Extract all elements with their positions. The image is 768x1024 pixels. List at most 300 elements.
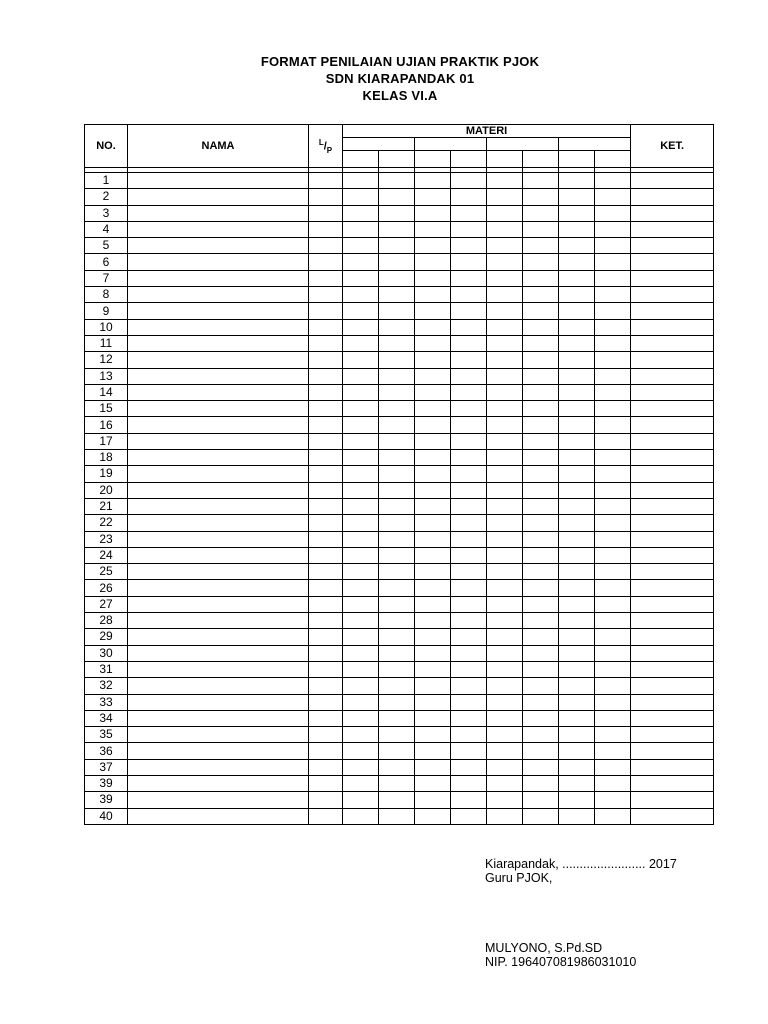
score-cell[interactable]: [487, 287, 523, 303]
score-cell[interactable]: [595, 303, 631, 319]
gender-cell[interactable]: [309, 498, 343, 514]
score-cell[interactable]: [451, 173, 487, 189]
score-cell[interactable]: [451, 564, 487, 580]
score-cell[interactable]: [451, 482, 487, 498]
score-cell[interactable]: [595, 808, 631, 824]
score-cell[interactable]: [595, 515, 631, 531]
score-cell[interactable]: [523, 792, 559, 808]
score-cell[interactable]: [451, 531, 487, 547]
score-cell[interactable]: [379, 645, 415, 661]
remarks-cell[interactable]: [631, 335, 714, 351]
remarks-cell[interactable]: [631, 319, 714, 335]
score-cell[interactable]: [415, 727, 451, 743]
score-cell[interactable]: [559, 417, 595, 433]
gender-cell[interactable]: [309, 808, 343, 824]
score-cell[interactable]: [415, 319, 451, 335]
score-cell[interactable]: [451, 238, 487, 254]
remarks-cell[interactable]: [631, 303, 714, 319]
score-cell[interactable]: [415, 678, 451, 694]
score-cell[interactable]: [415, 384, 451, 400]
score-cell[interactable]: [559, 238, 595, 254]
name-cell[interactable]: [128, 710, 309, 726]
score-cell[interactable]: [415, 254, 451, 270]
name-cell[interactable]: [128, 352, 309, 368]
score-cell[interactable]: [415, 466, 451, 482]
score-cell[interactable]: [595, 335, 631, 351]
score-cell[interactable]: [595, 498, 631, 514]
score-cell[interactable]: [379, 727, 415, 743]
score-cell[interactable]: [523, 645, 559, 661]
score-cell[interactable]: [523, 303, 559, 319]
score-cell[interactable]: [559, 580, 595, 596]
score-cell[interactable]: [595, 613, 631, 629]
score-cell[interactable]: [559, 335, 595, 351]
score-cell[interactable]: [415, 482, 451, 498]
score-cell[interactable]: [379, 466, 415, 482]
score-cell[interactable]: [451, 547, 487, 563]
gender-cell[interactable]: [309, 515, 343, 531]
remarks-cell[interactable]: [631, 580, 714, 596]
score-cell[interactable]: [523, 661, 559, 677]
remarks-cell[interactable]: [631, 287, 714, 303]
name-cell[interactable]: [128, 270, 309, 286]
remarks-cell[interactable]: [631, 727, 714, 743]
score-cell[interactable]: [559, 319, 595, 335]
score-cell[interactable]: [523, 531, 559, 547]
remarks-cell[interactable]: [631, 368, 714, 384]
gender-cell[interactable]: [309, 596, 343, 612]
score-cell[interactable]: [595, 482, 631, 498]
name-cell[interactable]: [128, 564, 309, 580]
score-cell[interactable]: [595, 270, 631, 286]
score-cell[interactable]: [451, 303, 487, 319]
score-cell[interactable]: [559, 352, 595, 368]
score-cell[interactable]: [487, 792, 523, 808]
score-cell[interactable]: [379, 319, 415, 335]
remarks-cell[interactable]: [631, 710, 714, 726]
score-cell[interactable]: [559, 547, 595, 563]
score-cell[interactable]: [451, 498, 487, 514]
score-cell[interactable]: [451, 433, 487, 449]
score-cell[interactable]: [487, 629, 523, 645]
score-cell[interactable]: [379, 287, 415, 303]
score-cell[interactable]: [343, 564, 379, 580]
score-cell[interactable]: [415, 417, 451, 433]
score-cell[interactable]: [559, 303, 595, 319]
score-cell[interactable]: [451, 613, 487, 629]
score-cell[interactable]: [343, 287, 379, 303]
score-cell[interactable]: [451, 319, 487, 335]
score-cell[interactable]: [523, 205, 559, 221]
name-cell[interactable]: [128, 221, 309, 237]
score-cell[interactable]: [523, 515, 559, 531]
score-cell[interactable]: [559, 629, 595, 645]
score-cell[interactable]: [559, 466, 595, 482]
name-cell[interactable]: [128, 287, 309, 303]
score-cell[interactable]: [415, 613, 451, 629]
score-cell[interactable]: [559, 270, 595, 286]
score-cell[interactable]: [415, 498, 451, 514]
score-cell[interactable]: [415, 189, 451, 205]
score-cell[interactable]: [343, 466, 379, 482]
score-cell[interactable]: [595, 254, 631, 270]
score-cell[interactable]: [487, 303, 523, 319]
score-cell[interactable]: [487, 531, 523, 547]
score-cell[interactable]: [379, 482, 415, 498]
score-cell[interactable]: [343, 808, 379, 824]
score-cell[interactable]: [415, 287, 451, 303]
score-cell[interactable]: [595, 433, 631, 449]
score-cell[interactable]: [379, 613, 415, 629]
score-cell[interactable]: [415, 629, 451, 645]
remarks-cell[interactable]: [631, 417, 714, 433]
score-cell[interactable]: [523, 238, 559, 254]
score-cell[interactable]: [343, 221, 379, 237]
score-cell[interactable]: [595, 645, 631, 661]
gender-cell[interactable]: [309, 189, 343, 205]
score-cell[interactable]: [343, 433, 379, 449]
score-cell[interactable]: [487, 727, 523, 743]
score-cell[interactable]: [559, 564, 595, 580]
score-cell[interactable]: [415, 335, 451, 351]
score-cell[interactable]: [343, 694, 379, 710]
score-cell[interactable]: [451, 368, 487, 384]
score-cell[interactable]: [487, 270, 523, 286]
score-cell[interactable]: [415, 238, 451, 254]
remarks-cell[interactable]: [631, 515, 714, 531]
gender-cell[interactable]: [309, 466, 343, 482]
score-cell[interactable]: [523, 743, 559, 759]
score-cell[interactable]: [415, 710, 451, 726]
remarks-cell[interactable]: [631, 433, 714, 449]
remarks-cell[interactable]: [631, 678, 714, 694]
score-cell[interactable]: [451, 221, 487, 237]
score-cell[interactable]: [523, 254, 559, 270]
gender-cell[interactable]: [309, 287, 343, 303]
score-cell[interactable]: [487, 547, 523, 563]
score-cell[interactable]: [487, 466, 523, 482]
score-cell[interactable]: [487, 580, 523, 596]
score-cell[interactable]: [451, 645, 487, 661]
score-cell[interactable]: [523, 401, 559, 417]
remarks-cell[interactable]: [631, 482, 714, 498]
score-cell[interactable]: [415, 352, 451, 368]
score-cell[interactable]: [379, 221, 415, 237]
name-cell[interactable]: [128, 384, 309, 400]
score-cell[interactable]: [487, 384, 523, 400]
gender-cell[interactable]: [309, 270, 343, 286]
score-cell[interactable]: [379, 743, 415, 759]
remarks-cell[interactable]: [631, 661, 714, 677]
score-cell[interactable]: [523, 417, 559, 433]
score-cell[interactable]: [487, 661, 523, 677]
score-cell[interactable]: [451, 254, 487, 270]
score-cell[interactable]: [343, 254, 379, 270]
score-cell[interactable]: [415, 743, 451, 759]
score-cell[interactable]: [487, 221, 523, 237]
score-cell[interactable]: [559, 759, 595, 775]
score-cell[interactable]: [451, 678, 487, 694]
score-cell[interactable]: [379, 433, 415, 449]
score-cell[interactable]: [523, 759, 559, 775]
remarks-cell[interactable]: [631, 596, 714, 612]
score-cell[interactable]: [523, 727, 559, 743]
gender-cell[interactable]: [309, 564, 343, 580]
score-cell[interactable]: [343, 173, 379, 189]
remarks-cell[interactable]: [631, 254, 714, 270]
score-cell[interactable]: [451, 466, 487, 482]
gender-cell[interactable]: [309, 238, 343, 254]
gender-cell[interactable]: [309, 547, 343, 563]
name-cell[interactable]: [128, 547, 309, 563]
gender-cell[interactable]: [309, 433, 343, 449]
remarks-cell[interactable]: [631, 808, 714, 824]
gender-cell[interactable]: [309, 319, 343, 335]
score-cell[interactable]: [343, 368, 379, 384]
gender-cell[interactable]: [309, 743, 343, 759]
score-cell[interactable]: [343, 417, 379, 433]
score-cell[interactable]: [451, 775, 487, 791]
name-cell[interactable]: [128, 515, 309, 531]
score-cell[interactable]: [451, 596, 487, 612]
score-cell[interactable]: [451, 335, 487, 351]
name-cell[interactable]: [128, 335, 309, 351]
score-cell[interactable]: [595, 173, 631, 189]
score-cell[interactable]: [451, 401, 487, 417]
score-cell[interactable]: [379, 384, 415, 400]
score-cell[interactable]: [559, 384, 595, 400]
score-cell[interactable]: [487, 743, 523, 759]
score-cell[interactable]: [415, 775, 451, 791]
score-cell[interactable]: [595, 547, 631, 563]
score-cell[interactable]: [523, 270, 559, 286]
score-cell[interactable]: [379, 173, 415, 189]
score-cell[interactable]: [487, 205, 523, 221]
name-cell[interactable]: [128, 580, 309, 596]
score-cell[interactable]: [415, 303, 451, 319]
name-cell[interactable]: [128, 205, 309, 221]
gender-cell[interactable]: [309, 775, 343, 791]
score-cell[interactable]: [415, 515, 451, 531]
name-cell[interactable]: [128, 319, 309, 335]
gender-cell[interactable]: [309, 254, 343, 270]
score-cell[interactable]: [523, 335, 559, 351]
score-cell[interactable]: [343, 727, 379, 743]
score-cell[interactable]: [487, 417, 523, 433]
remarks-cell[interactable]: [631, 694, 714, 710]
score-cell[interactable]: [451, 792, 487, 808]
score-cell[interactable]: [595, 564, 631, 580]
score-cell[interactable]: [559, 678, 595, 694]
gender-cell[interactable]: [309, 401, 343, 417]
score-cell[interactable]: [595, 759, 631, 775]
score-cell[interactable]: [487, 775, 523, 791]
score-cell[interactable]: [487, 596, 523, 612]
gender-cell[interactable]: [309, 482, 343, 498]
name-cell[interactable]: [128, 629, 309, 645]
score-cell[interactable]: [343, 775, 379, 791]
score-cell[interactable]: [379, 808, 415, 824]
score-cell[interactable]: [523, 450, 559, 466]
score-cell[interactable]: [487, 238, 523, 254]
name-cell[interactable]: [128, 238, 309, 254]
score-cell[interactable]: [487, 678, 523, 694]
score-cell[interactable]: [343, 613, 379, 629]
remarks-cell[interactable]: [631, 629, 714, 645]
score-cell[interactable]: [523, 808, 559, 824]
name-cell[interactable]: [128, 792, 309, 808]
score-cell[interactable]: [415, 759, 451, 775]
name-cell[interactable]: [128, 254, 309, 270]
score-cell[interactable]: [487, 564, 523, 580]
score-cell[interactable]: [559, 775, 595, 791]
score-cell[interactable]: [487, 319, 523, 335]
score-cell[interactable]: [523, 368, 559, 384]
remarks-cell[interactable]: [631, 645, 714, 661]
score-cell[interactable]: [487, 759, 523, 775]
gender-cell[interactable]: [309, 368, 343, 384]
score-cell[interactable]: [379, 270, 415, 286]
score-cell[interactable]: [595, 596, 631, 612]
score-cell[interactable]: [487, 368, 523, 384]
score-cell[interactable]: [379, 368, 415, 384]
score-cell[interactable]: [595, 287, 631, 303]
score-cell[interactable]: [451, 352, 487, 368]
score-cell[interactable]: [379, 694, 415, 710]
score-cell[interactable]: [415, 205, 451, 221]
score-cell[interactable]: [343, 515, 379, 531]
score-cell[interactable]: [451, 694, 487, 710]
name-cell[interactable]: [128, 613, 309, 629]
score-cell[interactable]: [415, 450, 451, 466]
score-cell[interactable]: [379, 515, 415, 531]
remarks-cell[interactable]: [631, 792, 714, 808]
gender-cell[interactable]: [309, 580, 343, 596]
score-cell[interactable]: [487, 433, 523, 449]
score-cell[interactable]: [559, 498, 595, 514]
score-cell[interactable]: [451, 727, 487, 743]
score-cell[interactable]: [379, 238, 415, 254]
score-cell[interactable]: [415, 531, 451, 547]
score-cell[interactable]: [595, 221, 631, 237]
score-cell[interactable]: [451, 417, 487, 433]
score-cell[interactable]: [487, 613, 523, 629]
gender-cell[interactable]: [309, 694, 343, 710]
score-cell[interactable]: [379, 303, 415, 319]
score-cell[interactable]: [451, 629, 487, 645]
score-cell[interactable]: [559, 287, 595, 303]
score-cell[interactable]: [343, 547, 379, 563]
score-cell[interactable]: [451, 384, 487, 400]
score-cell[interactable]: [523, 629, 559, 645]
score-cell[interactable]: [487, 189, 523, 205]
remarks-cell[interactable]: [631, 450, 714, 466]
score-cell[interactable]: [595, 661, 631, 677]
gender-cell[interactable]: [309, 661, 343, 677]
remarks-cell[interactable]: [631, 221, 714, 237]
name-cell[interactable]: [128, 417, 309, 433]
score-cell[interactable]: [415, 596, 451, 612]
score-cell[interactable]: [379, 254, 415, 270]
score-cell[interactable]: [451, 189, 487, 205]
score-cell[interactable]: [379, 775, 415, 791]
gender-cell[interactable]: [309, 531, 343, 547]
score-cell[interactable]: [343, 531, 379, 547]
name-cell[interactable]: [128, 303, 309, 319]
score-cell[interactable]: [415, 792, 451, 808]
score-cell[interactable]: [523, 775, 559, 791]
score-cell[interactable]: [415, 433, 451, 449]
score-cell[interactable]: [415, 221, 451, 237]
score-cell[interactable]: [559, 515, 595, 531]
name-cell[interactable]: [128, 466, 309, 482]
gender-cell[interactable]: [309, 613, 343, 629]
score-cell[interactable]: [523, 564, 559, 580]
score-cell[interactable]: [595, 352, 631, 368]
score-cell[interactable]: [595, 743, 631, 759]
score-cell[interactable]: [559, 189, 595, 205]
score-cell[interactable]: [487, 254, 523, 270]
score-cell[interactable]: [343, 661, 379, 677]
name-cell[interactable]: [128, 173, 309, 189]
score-cell[interactable]: [451, 205, 487, 221]
remarks-cell[interactable]: [631, 270, 714, 286]
score-cell[interactable]: [487, 401, 523, 417]
name-cell[interactable]: [128, 727, 309, 743]
score-cell[interactable]: [559, 531, 595, 547]
score-cell[interactable]: [415, 368, 451, 384]
score-cell[interactable]: [379, 205, 415, 221]
remarks-cell[interactable]: [631, 564, 714, 580]
score-cell[interactable]: [487, 694, 523, 710]
score-cell[interactable]: [595, 580, 631, 596]
score-cell[interactable]: [595, 450, 631, 466]
score-cell[interactable]: [559, 792, 595, 808]
score-cell[interactable]: [523, 384, 559, 400]
score-cell[interactable]: [487, 515, 523, 531]
score-cell[interactable]: [523, 694, 559, 710]
name-cell[interactable]: [128, 368, 309, 384]
score-cell[interactable]: [451, 270, 487, 286]
score-cell[interactable]: [343, 238, 379, 254]
name-cell[interactable]: [128, 743, 309, 759]
score-cell[interactable]: [523, 287, 559, 303]
score-cell[interactable]: [343, 759, 379, 775]
score-cell[interactable]: [559, 727, 595, 743]
score-cell[interactable]: [415, 547, 451, 563]
remarks-cell[interactable]: [631, 384, 714, 400]
score-cell[interactable]: [595, 238, 631, 254]
score-cell[interactable]: [559, 450, 595, 466]
gender-cell[interactable]: [309, 710, 343, 726]
score-cell[interactable]: [559, 221, 595, 237]
score-cell[interactable]: [523, 580, 559, 596]
score-cell[interactable]: [523, 173, 559, 189]
name-cell[interactable]: [128, 645, 309, 661]
gender-cell[interactable]: [309, 792, 343, 808]
score-cell[interactable]: [451, 759, 487, 775]
score-cell[interactable]: [595, 368, 631, 384]
score-cell[interactable]: [415, 694, 451, 710]
score-cell[interactable]: [343, 205, 379, 221]
score-cell[interactable]: [379, 564, 415, 580]
name-cell[interactable]: [128, 759, 309, 775]
score-cell[interactable]: [523, 189, 559, 205]
name-cell[interactable]: [128, 596, 309, 612]
score-cell[interactable]: [595, 775, 631, 791]
score-cell[interactable]: [379, 580, 415, 596]
name-cell[interactable]: [128, 808, 309, 824]
